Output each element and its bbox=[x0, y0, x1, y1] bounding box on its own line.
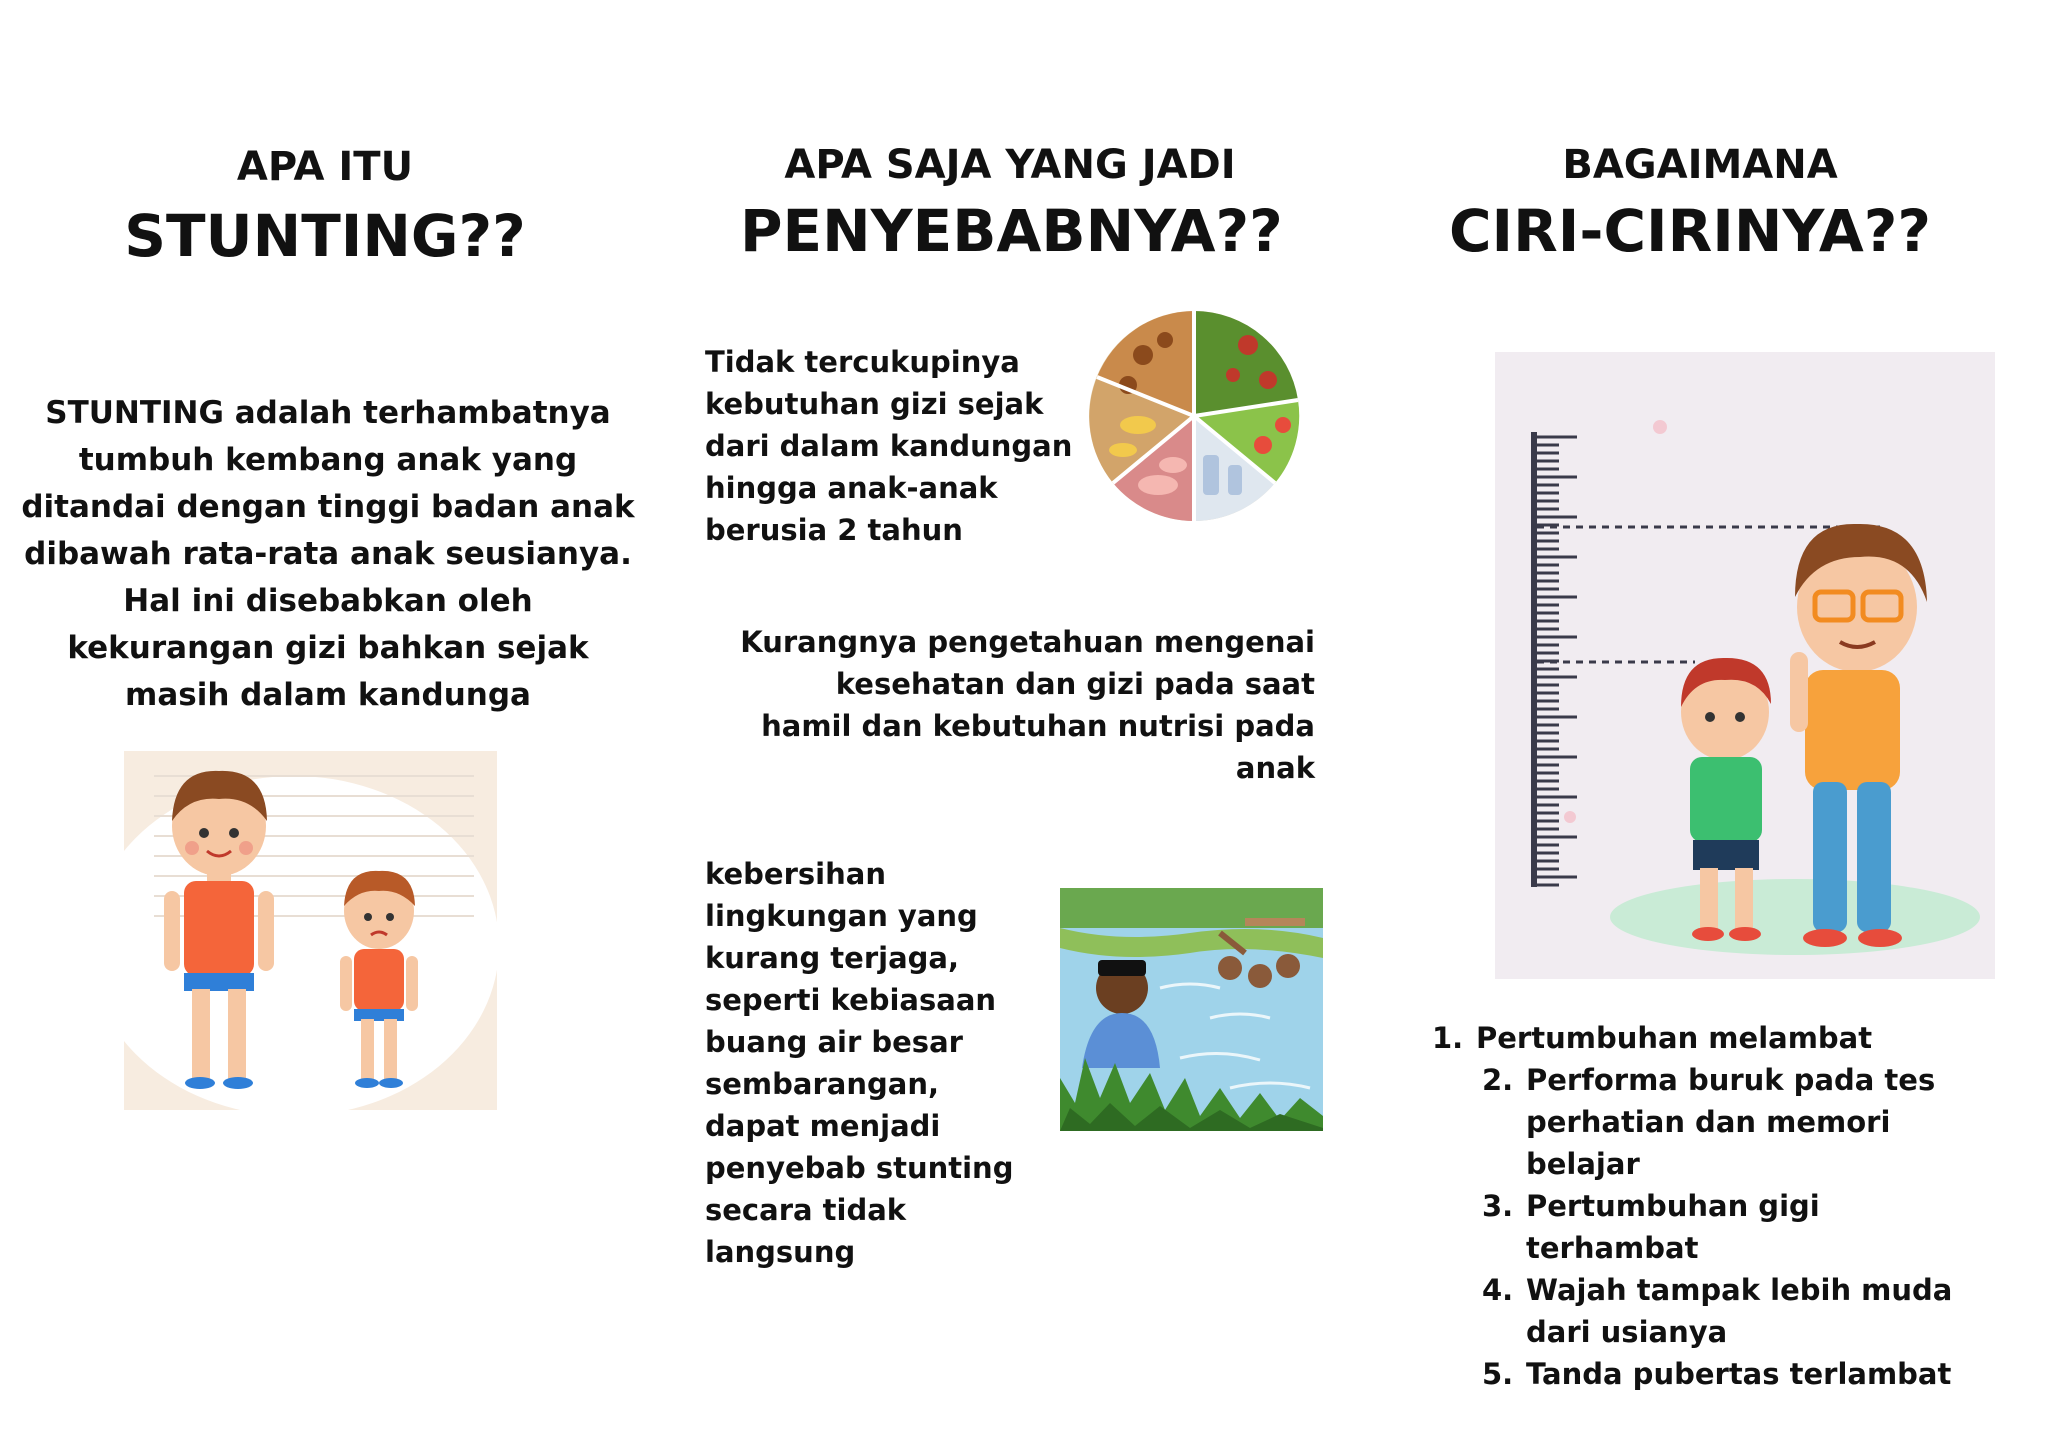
col2-title-line2: PENYEBABNYA?? bbox=[740, 197, 1283, 265]
col3-title-line2: CIRI-CIRINYA?? bbox=[1448, 197, 1931, 265]
list-item bbox=[1482, 1185, 1986, 1269]
two-children-height-comparison-icon bbox=[124, 751, 497, 1110]
food-groups-plate-icon bbox=[1083, 305, 1305, 527]
list-item-number: 5. bbox=[1482, 1357, 1514, 1391]
col1-title-line1: APA ITU bbox=[236, 144, 414, 190]
height-measuring-ruler-icon bbox=[1495, 352, 1995, 979]
col1-title-line2: STUNTING?? bbox=[124, 202, 526, 270]
list-item-number: 4. bbox=[1482, 1273, 1514, 1307]
height-ruler-illustration bbox=[1495, 352, 1995, 979]
two-children-illustration bbox=[124, 751, 497, 1110]
list-item-text: Pertumbuhan melambat bbox=[1476, 1021, 1873, 1055]
list-item-text: Pertumbuhan gigi terhambat bbox=[1526, 1189, 1820, 1265]
list-item bbox=[1482, 1353, 1986, 1395]
list-item bbox=[1482, 1269, 1986, 1353]
list-item-text: Tanda pubertas terlambat bbox=[1526, 1357, 1952, 1391]
list-item-text: Performa buruk pada tes perhatian dan memori belajar bbox=[1526, 1063, 1936, 1181]
list-item-number: 2. bbox=[1482, 1063, 1514, 1097]
list-item-text: Wajah tampak lebih muda dari usianya bbox=[1526, 1273, 1953, 1349]
cause-3-text: kebersihan lingkungan yang kurang terjaga, seperti kebiasaan buang air besar sembarangan, dapat menjadi penyebab stunting secara tidak langsung bbox=[705, 857, 1014, 1269]
children-bathing-in-river-icon bbox=[1060, 888, 1323, 1131]
list-item bbox=[1482, 1059, 1986, 1185]
list-item-number: 1. bbox=[1432, 1021, 1464, 1055]
list-item-number: 3. bbox=[1482, 1189, 1514, 1223]
river-illustration bbox=[1060, 888, 1323, 1131]
food-groups-illustration bbox=[1083, 305, 1305, 527]
col3-title-line1: BAGAIMANA bbox=[1562, 142, 1838, 188]
col2-title-line1: APA SAJA YANG JADI bbox=[784, 142, 1236, 188]
characteristics-list bbox=[1432, 1017, 1986, 1395]
cause-1-text: Tidak tercukupinya kebutuhan gizi sejak dari dalam kandungan hingga anak-anak berusia 2 tahun bbox=[705, 345, 1073, 547]
col1-description: STUNTING adalah terhambatnya tumbuh kembang anak yang ditandai dengan tinggi badan anak dibawah rata-rata anak seusianya. Hal ini disebabkan oleh kekurangan gizi bahkan sejak masih dalam kandunga bbox=[21, 395, 635, 713]
list-item bbox=[1432, 1017, 1986, 1059]
cause-2-text: Kurangnya pengetahuan mengenai kesehatan dan gizi pada saat hamil dan kebutuhan nutrisi pada anak bbox=[740, 625, 1315, 785]
